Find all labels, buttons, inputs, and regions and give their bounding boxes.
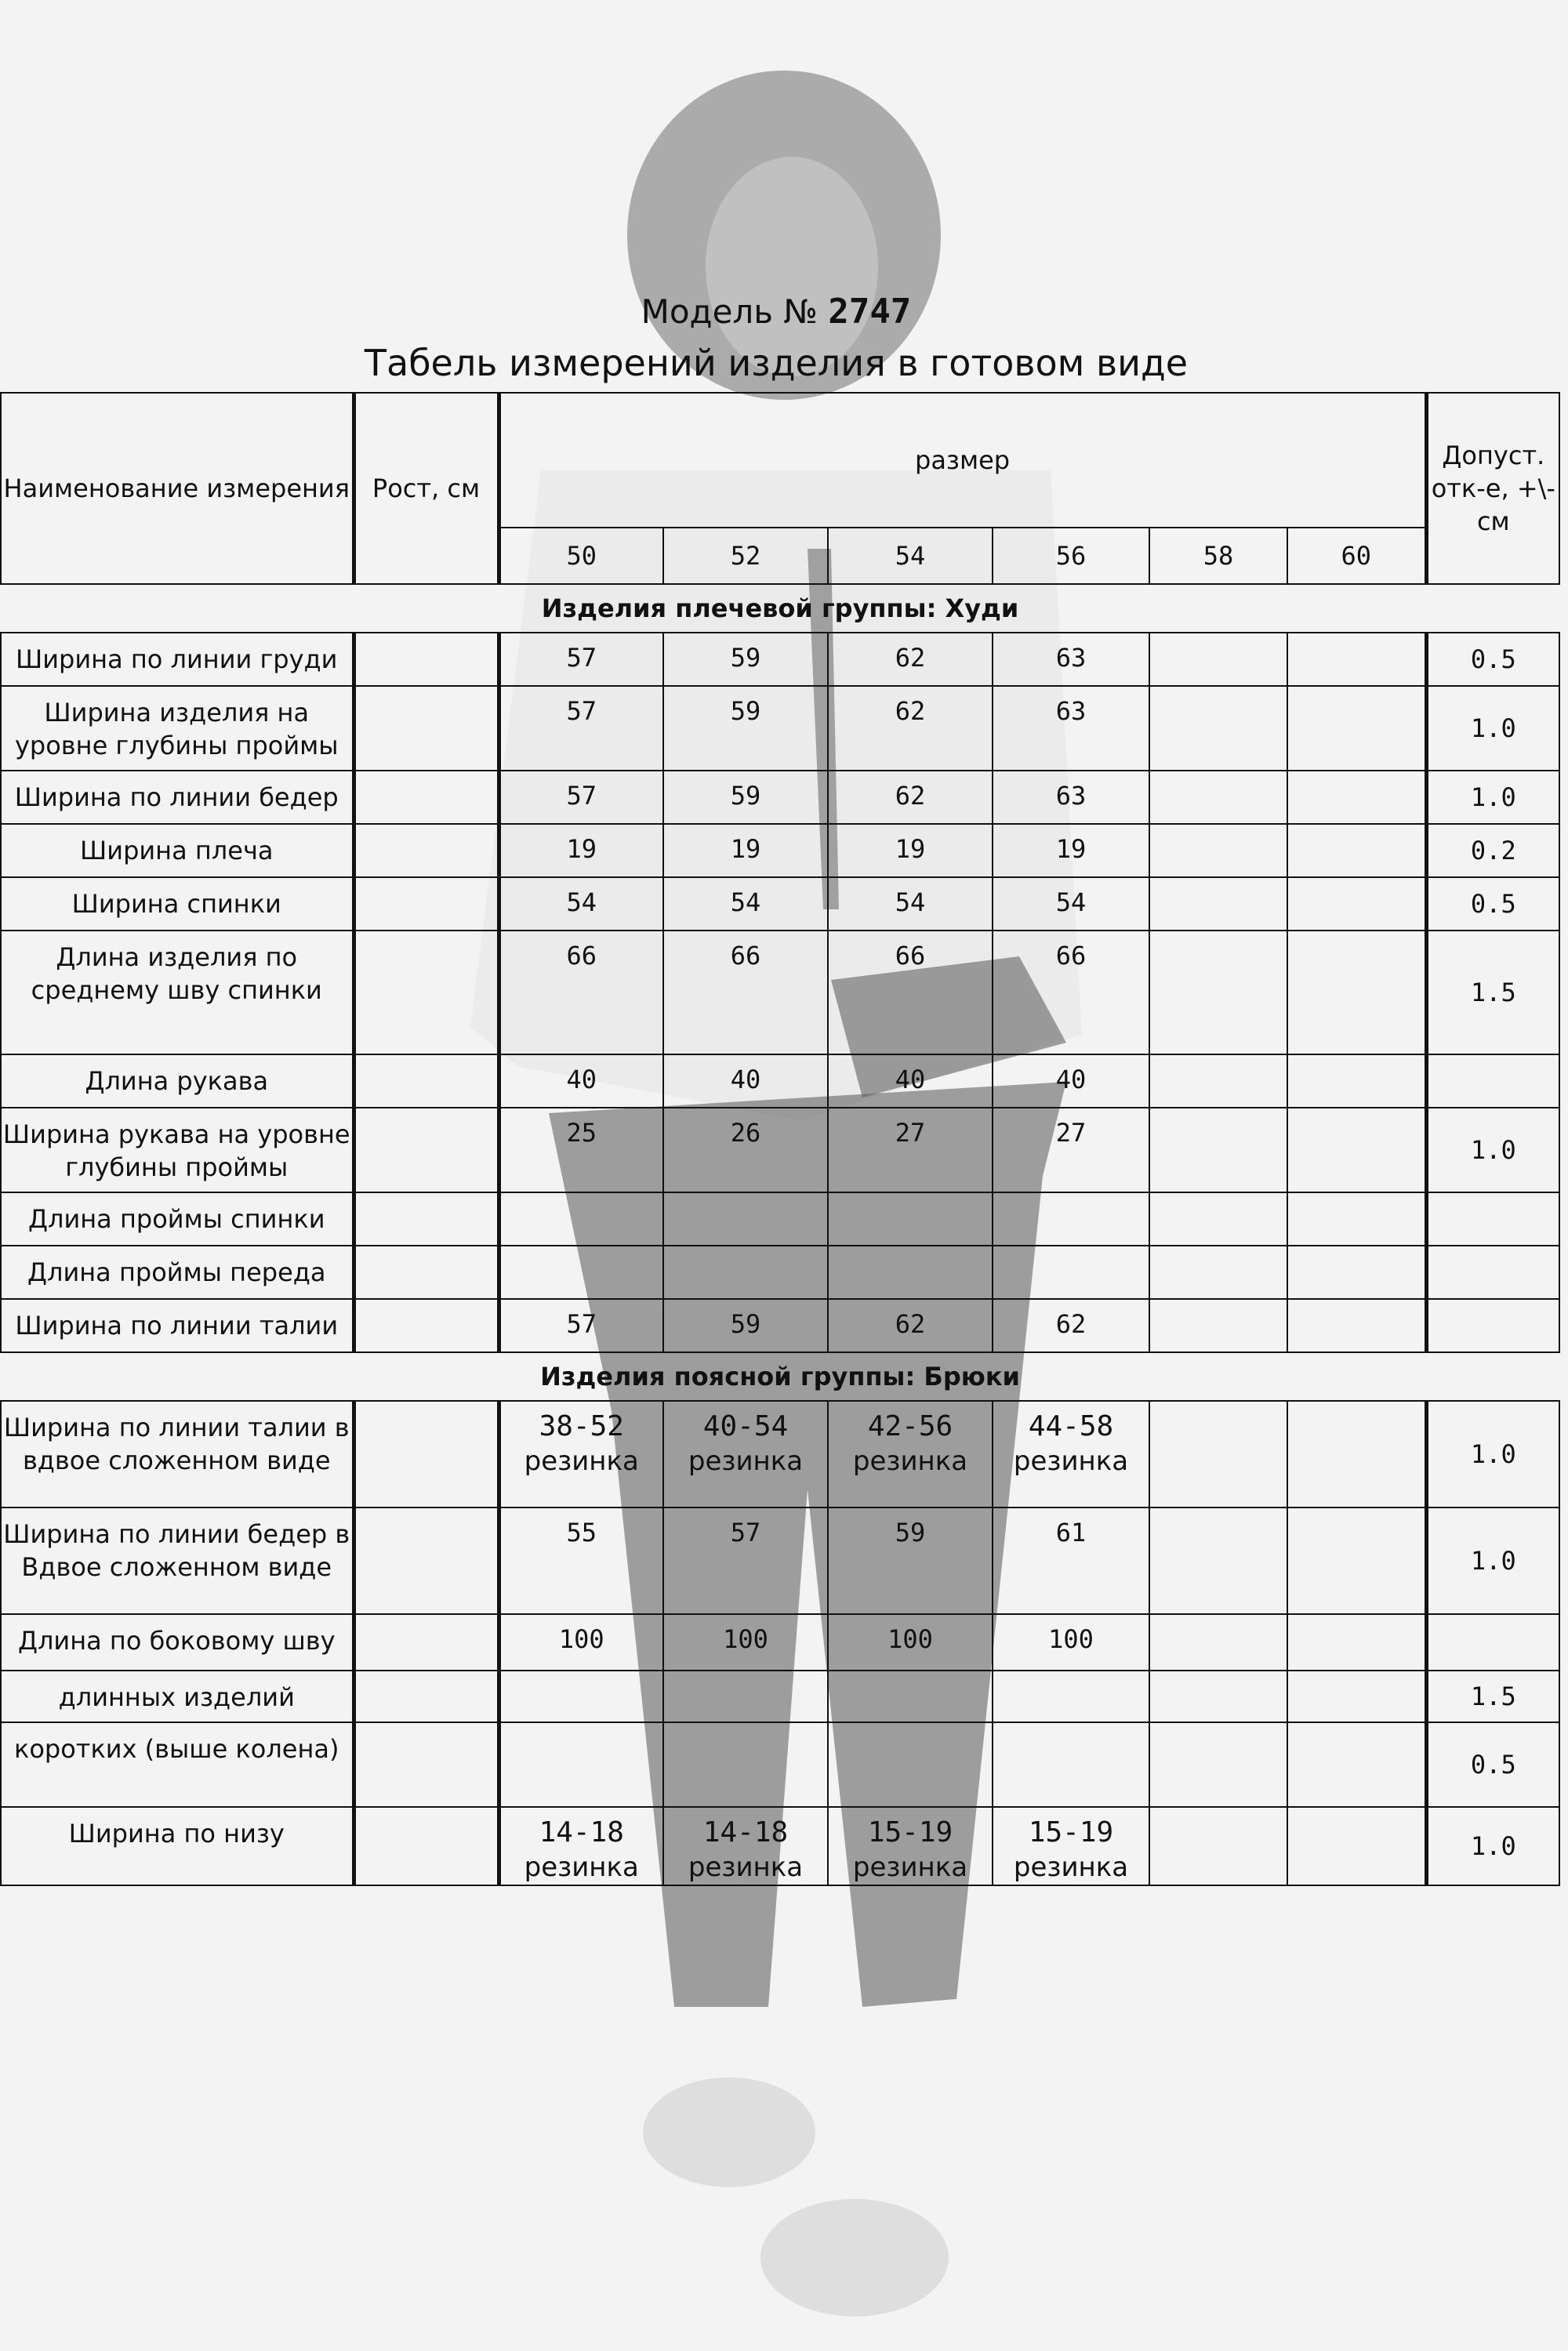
tolerance-value: 1.0 bbox=[1426, 686, 1559, 771]
size-value-cell bbox=[993, 1401, 1149, 1507]
tolerance-value bbox=[1426, 1614, 1559, 1671]
size-value-cell: 100 bbox=[499, 1614, 663, 1671]
height-cell bbox=[354, 1807, 499, 1885]
size-value: 40-54 bbox=[702, 1410, 789, 1442]
size-value-cell bbox=[1287, 1246, 1426, 1299]
model-number: 2747 bbox=[828, 292, 912, 332]
size-value-cell bbox=[1149, 1722, 1287, 1807]
size-value-cell: 63 bbox=[993, 771, 1149, 824]
size-value-cell bbox=[1287, 1192, 1426, 1246]
size-value-cell bbox=[1149, 1108, 1287, 1192]
size-value-cell: 62 bbox=[828, 633, 993, 686]
tolerance-value bbox=[1426, 1246, 1559, 1299]
tolerance-value: 1.5 bbox=[1426, 1671, 1559, 1722]
tolerance-value bbox=[1426, 1299, 1559, 1352]
size-value-cell bbox=[499, 1192, 663, 1246]
size-value-cell: 40 bbox=[828, 1054, 993, 1108]
measurement-row bbox=[1, 1507, 1559, 1614]
size-value-cell bbox=[1149, 1507, 1287, 1614]
size-value-cell: 59 bbox=[663, 1299, 828, 1352]
tolerance-value: 1.0 bbox=[1426, 1401, 1559, 1507]
size-value-cell: 66 bbox=[828, 931, 993, 1054]
size-header: 54 bbox=[828, 528, 993, 584]
measurement-name: Длина по боковому шву bbox=[1, 1614, 354, 1671]
header-height: Рост, см bbox=[354, 393, 499, 584]
size-value-cell bbox=[1287, 1722, 1426, 1807]
size-value-cell: 62 bbox=[828, 1299, 993, 1352]
size-value-cell bbox=[1287, 1054, 1426, 1108]
tolerance-value bbox=[1426, 1054, 1559, 1108]
measurement-row bbox=[1, 1246, 1559, 1299]
size-value-cell bbox=[663, 1722, 828, 1807]
model-title-prefix: Модель № bbox=[641, 292, 818, 331]
measurement-name: Ширина изделия на уровне глубины проймы bbox=[1, 686, 354, 771]
measurement-row bbox=[1, 1671, 1559, 1722]
height-cell bbox=[354, 1614, 499, 1671]
size-value-cell: 62 bbox=[993, 1299, 1149, 1352]
size-header: 56 bbox=[993, 528, 1149, 584]
size-value-cell bbox=[663, 1246, 828, 1299]
height-cell bbox=[354, 877, 499, 931]
size-value-cell bbox=[1149, 1807, 1287, 1885]
size-value: 14-18 bbox=[702, 1816, 789, 1849]
tolerance-value: 1.0 bbox=[1426, 1807, 1559, 1885]
measurement-row bbox=[1, 1807, 1559, 1885]
elastic-label: резинка bbox=[1013, 1446, 1129, 1477]
height-cell bbox=[354, 1108, 499, 1192]
measurement-name: Длина изделия по среднему шву спинки bbox=[1, 931, 354, 1054]
measurements-table bbox=[0, 392, 1560, 1886]
measurement-row bbox=[1, 1401, 1559, 1507]
tolerance-value: 0.5 bbox=[1426, 633, 1559, 686]
size-value-cell: 66 bbox=[499, 931, 663, 1054]
measurement-row bbox=[1, 771, 1559, 824]
size-value-cell: 57 bbox=[499, 771, 663, 824]
size-value-cell: 61 bbox=[993, 1507, 1149, 1614]
size-value-cell bbox=[828, 1671, 993, 1722]
height-cell bbox=[354, 824, 499, 877]
size-value-cell bbox=[663, 1807, 828, 1885]
size-value-cell: 54 bbox=[828, 877, 993, 931]
height-cell bbox=[354, 1671, 499, 1722]
tolerance-value bbox=[1426, 1192, 1559, 1246]
header-tolerance: Допуст. отк-е, +\-см bbox=[1426, 393, 1559, 584]
size-value-cell bbox=[1287, 1807, 1426, 1885]
size-value: 15-19 bbox=[867, 1816, 953, 1849]
size-value-cell bbox=[499, 1671, 663, 1722]
size-value-cell bbox=[499, 1722, 663, 1807]
measurement-name: Ширина рукава на уровне глубины проймы bbox=[1, 1108, 354, 1192]
size-value-cell: 19 bbox=[828, 824, 993, 877]
size-header: 52 bbox=[663, 528, 828, 584]
height-cell bbox=[354, 1246, 499, 1299]
size-value-cell bbox=[1149, 1614, 1287, 1671]
size-value-cell: 63 bbox=[993, 686, 1149, 771]
elastic-label: резинка bbox=[852, 1446, 968, 1477]
model-title bbox=[0, 292, 1552, 332]
size-value-cell bbox=[993, 1192, 1149, 1246]
size-value: 38-52 bbox=[539, 1410, 624, 1442]
size-value-cell bbox=[828, 1807, 993, 1885]
size-value-cell bbox=[993, 1722, 1149, 1807]
measurement-row bbox=[1, 877, 1559, 931]
size-value-cell: 57 bbox=[499, 1299, 663, 1352]
size-value-cell bbox=[828, 1722, 993, 1807]
size-value-cell bbox=[1149, 1401, 1287, 1507]
size-value-cell bbox=[828, 1401, 993, 1507]
size-value-cell bbox=[499, 1807, 663, 1885]
tolerance-value: 1.0 bbox=[1426, 1108, 1559, 1192]
measurement-row bbox=[1, 931, 1559, 1054]
size-value-cell bbox=[1149, 1299, 1287, 1352]
size-value-cell bbox=[1149, 877, 1287, 931]
height-cell bbox=[354, 1507, 499, 1614]
size-value-cell bbox=[1287, 1108, 1426, 1192]
size-value-cell bbox=[993, 1671, 1149, 1722]
section-pants-title: Изделия поясной группы: Брюки bbox=[1, 1352, 1559, 1401]
elastic-label: резинка bbox=[852, 1852, 968, 1883]
size-value-cell: 54 bbox=[499, 877, 663, 931]
size-value-cell: 54 bbox=[663, 877, 828, 931]
tolerance-value: 0.5 bbox=[1426, 877, 1559, 931]
size-value-cell bbox=[1287, 1507, 1426, 1614]
size-value-cell: 27 bbox=[993, 1108, 1149, 1192]
size-value-cell: 57 bbox=[663, 1507, 828, 1614]
size-value-cell bbox=[1287, 771, 1426, 824]
tolerance-value: 1.0 bbox=[1426, 1507, 1559, 1614]
tolerance-value: 1.5 bbox=[1426, 931, 1559, 1054]
tolerance-value: 1.0 bbox=[1426, 771, 1559, 824]
measurement-name: Ширина по линии талии bbox=[1, 1299, 354, 1352]
header-measurement-name: Наименование измерения bbox=[1, 393, 354, 584]
measurement-row bbox=[1, 1054, 1559, 1108]
size-value: 15-19 bbox=[1028, 1816, 1114, 1849]
header-size: размер bbox=[499, 393, 1426, 528]
height-cell bbox=[354, 1401, 499, 1507]
size-header: 58 bbox=[1149, 528, 1287, 584]
measurement-name: Длина рукава bbox=[1, 1054, 354, 1108]
tolerance-value: 0.2 bbox=[1426, 824, 1559, 877]
size-value-cell: 19 bbox=[993, 824, 1149, 877]
measurement-name: Ширина по линии талии в вдвое сложенном виде bbox=[1, 1401, 354, 1507]
measurement-row bbox=[1, 1108, 1559, 1192]
size-value-cell bbox=[1287, 877, 1426, 931]
size-value-cell: 40 bbox=[993, 1054, 1149, 1108]
measurement-name: Длина проймы переда bbox=[1, 1246, 354, 1299]
size-value-cell bbox=[828, 1192, 993, 1246]
height-cell bbox=[354, 1299, 499, 1352]
size-value-cell bbox=[1149, 931, 1287, 1054]
size-value-cell: 27 bbox=[828, 1108, 993, 1192]
size-value: 42-56 bbox=[867, 1410, 953, 1442]
height-cell bbox=[354, 1054, 499, 1108]
measurement-row bbox=[1, 1614, 1559, 1671]
measurement-row bbox=[1, 1722, 1559, 1807]
elastic-label: резинка bbox=[688, 1446, 804, 1477]
size-value-cell: 55 bbox=[499, 1507, 663, 1614]
size-value-cell: 40 bbox=[663, 1054, 828, 1108]
measurement-name: Ширина по линии бедер в Вдвое сложенном виде bbox=[1, 1507, 354, 1614]
measurement-row bbox=[1, 1192, 1559, 1246]
size-value-cell bbox=[499, 1401, 663, 1507]
height-cell bbox=[354, 771, 499, 824]
measurement-name: длинных изделий bbox=[1, 1671, 354, 1722]
size-value: 44-58 bbox=[1028, 1410, 1114, 1442]
size-value-cell bbox=[1149, 824, 1287, 877]
size-value-cell bbox=[499, 1246, 663, 1299]
size-value-cell bbox=[1149, 686, 1287, 771]
size-value-cell: 59 bbox=[828, 1507, 993, 1614]
measurement-name: Ширина спинки bbox=[1, 877, 354, 931]
elastic-label: резинка bbox=[524, 1446, 639, 1477]
height-cell bbox=[354, 633, 499, 686]
size-value-cell: 66 bbox=[663, 931, 828, 1054]
size-value-cell bbox=[1149, 1671, 1287, 1722]
size-value: 14-18 bbox=[539, 1816, 624, 1849]
size-value-cell bbox=[828, 1246, 993, 1299]
size-value-cell bbox=[1287, 824, 1426, 877]
size-header: 50 bbox=[499, 528, 663, 584]
size-value-cell: 19 bbox=[663, 824, 828, 877]
size-value-cell: 66 bbox=[993, 931, 1149, 1054]
table-subtitle: Табель измерений изделия в готовом виде bbox=[364, 342, 1189, 384]
size-value-cell: 57 bbox=[499, 686, 663, 771]
size-value-cell bbox=[1149, 771, 1287, 824]
size-value-cell: 26 bbox=[663, 1108, 828, 1192]
measurement-name: коротких (выше колена) bbox=[1, 1722, 354, 1807]
size-value-cell bbox=[1287, 1671, 1426, 1722]
size-value-cell bbox=[1287, 633, 1426, 686]
size-value-cell: 100 bbox=[993, 1614, 1149, 1671]
size-value-cell: 59 bbox=[663, 686, 828, 771]
size-value-cell: 62 bbox=[828, 771, 993, 824]
height-cell bbox=[354, 1192, 499, 1246]
size-value-cell bbox=[1287, 686, 1426, 771]
measurement-row bbox=[1, 686, 1559, 771]
height-cell bbox=[354, 931, 499, 1054]
size-value-cell bbox=[1287, 931, 1426, 1054]
size-value-cell bbox=[1149, 1054, 1287, 1108]
size-value-cell: 25 bbox=[499, 1108, 663, 1192]
height-cell bbox=[354, 686, 499, 771]
measurement-row bbox=[1, 633, 1559, 686]
size-value-cell bbox=[663, 1192, 828, 1246]
elastic-label: резинка bbox=[688, 1852, 804, 1883]
measurement-name: Ширина плеча bbox=[1, 824, 354, 877]
size-value-cell bbox=[1149, 633, 1287, 686]
height-cell bbox=[354, 1722, 499, 1807]
size-value-cell bbox=[993, 1246, 1149, 1299]
size-value-cell: 59 bbox=[663, 771, 828, 824]
size-header: 60 bbox=[1287, 528, 1426, 584]
measurement-row bbox=[1, 824, 1559, 877]
size-value-cell bbox=[1149, 1192, 1287, 1246]
size-value-cell: 19 bbox=[499, 824, 663, 877]
size-value-cell bbox=[663, 1671, 828, 1722]
size-value-cell bbox=[993, 1807, 1149, 1885]
measurement-name: Ширина по линии бедер bbox=[1, 771, 354, 824]
size-value-cell: 54 bbox=[993, 877, 1149, 931]
size-value-cell: 40 bbox=[499, 1054, 663, 1108]
size-value-cell: 100 bbox=[828, 1614, 993, 1671]
size-value-cell: 100 bbox=[663, 1614, 828, 1671]
size-value-cell: 57 bbox=[499, 633, 663, 686]
elastic-label: резинка bbox=[524, 1852, 639, 1883]
measurement-name: Длина проймы спинки bbox=[1, 1192, 354, 1246]
elastic-label: резинка bbox=[1013, 1852, 1129, 1883]
size-value-cell: 59 bbox=[663, 633, 828, 686]
size-value-cell bbox=[1287, 1614, 1426, 1671]
size-value-cell bbox=[1149, 1246, 1287, 1299]
size-value-cell bbox=[1287, 1401, 1426, 1507]
size-value-cell bbox=[663, 1401, 828, 1507]
section-hoodie-title: Изделия плечевой группы: Худи bbox=[1, 584, 1559, 633]
measurement-row bbox=[1, 1299, 1559, 1352]
measurement-name: Ширина по низу bbox=[1, 1807, 354, 1885]
tolerance-value: 0.5 bbox=[1426, 1722, 1559, 1807]
size-value-cell: 62 bbox=[828, 686, 993, 771]
size-value-cell bbox=[1287, 1299, 1426, 1352]
measurement-name: Ширина по линии груди bbox=[1, 633, 354, 686]
size-value-cell: 63 bbox=[993, 633, 1149, 686]
